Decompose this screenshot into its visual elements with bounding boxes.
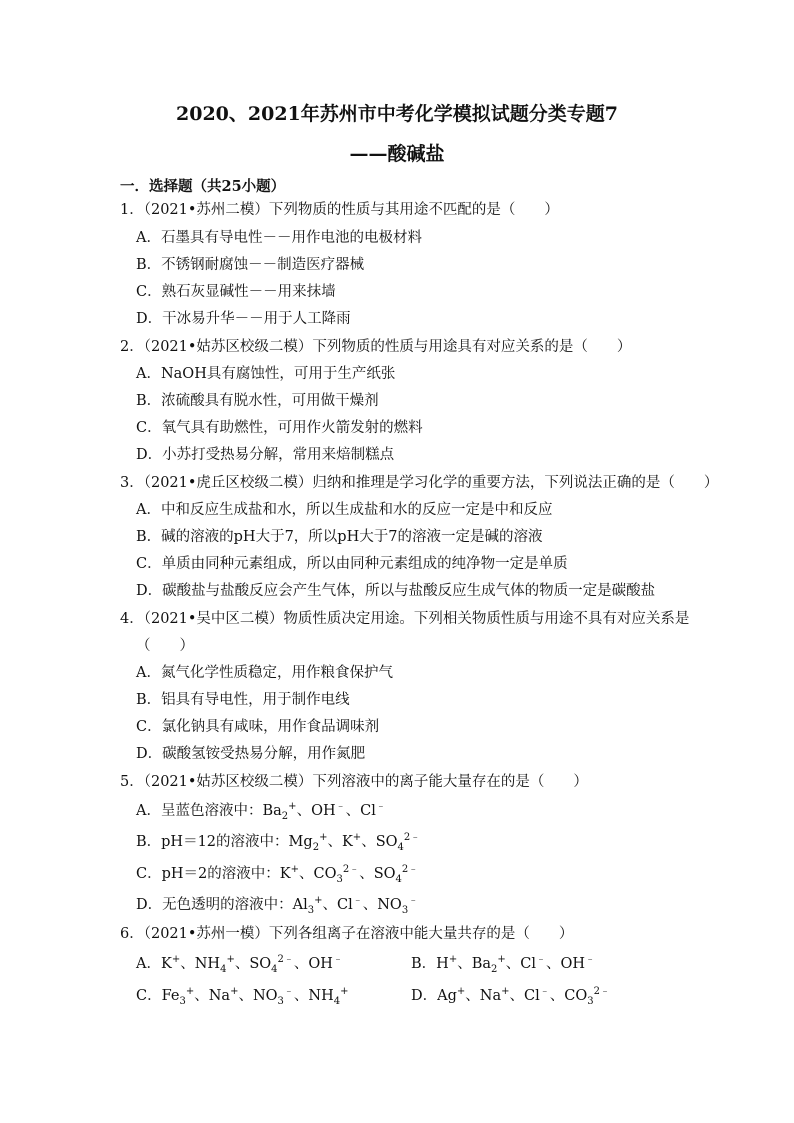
- question-4-stem: 4．（2021•吴中区二模）物质性质决定用途。下列相关物质性质与用途不具有对应关系是: [120, 611, 690, 627]
- question-5-option-c: C．pH＝2的溶液中：K+、$CO_3^{2﹣}$、$SO_4^{2﹣}$: [136, 864, 419, 885]
- question-3-stem: 3．（2021•虎丘区校级二模）归纳和推理是学习化学的重要方法，下列说法正确的是（ ）: [120, 475, 719, 491]
- question-4-stem-continued: （ ）: [136, 638, 194, 654]
- document-title: 2020、2021年苏州市中考化学模拟试题分类专题7: [176, 103, 618, 125]
- question-6-option-c: C．$Fe_3^+$、Na+、$NO_3^﹣$、$NH_4^+$: [136, 986, 349, 1007]
- question-3-option-d: D．碳酸盐与盐酸反应会产生气体，所以与盐酸反应生成气体的物质一定是碳酸盐: [136, 583, 656, 599]
- question-2-option-c: C．氧气具有助燃性，可用作火箭发射的燃料: [136, 420, 423, 436]
- document-subtitle: ——酸碱盐: [349, 143, 445, 165]
- question-3-option-b: B．碱的溶液的pH大于7，所以pH大于7的溶液一定是碱的溶液: [136, 529, 543, 545]
- question-6-option-d: D．Ag+、Na+、Cl﹣、$CO_3^{2﹣}$: [411, 986, 610, 1007]
- question-1-option-d: D．干冰易升华－－用于人工降雨: [136, 311, 351, 327]
- question-6-option-a: A．K+、$NH_4^+$、$SO_4^{2﹣}$、OH﹣: [136, 954, 343, 975]
- question-2-option-d: D．小苏打受热易分解，常用来焙制糕点: [136, 447, 395, 463]
- question-1-option-c: C．熟石灰显碱性－－用来抹墙: [136, 284, 336, 300]
- question-5-option-a: A．呈蓝色溶液中：$Ba_2^+$、OH﹣、Cl﹣: [136, 801, 386, 822]
- question-4-option-b: B．铝具有导电性，用于制作电线: [136, 692, 350, 708]
- question-2-option-a: A．NaOH具有腐蚀性，可用于生产纸张: [136, 366, 396, 382]
- question-3-option-c: C．单质由同种元素组成，所以由同种元素组成的纯净物一定是单质: [136, 556, 568, 572]
- section-heading: 一．选择题（共25小题）: [120, 178, 286, 195]
- question-2-option-b: B．浓硫酸具有脱水性，可用做干燥剂: [136, 393, 379, 409]
- question-6-option-b: B．H+、$Ba_2^+$、Cl﹣、OH﹣: [411, 954, 596, 975]
- question-3-option-a: A．中和反应生成盐和水，所以生成盐和水的反应一定是中和反应: [136, 502, 553, 518]
- question-1-option-a: A．石墨具有导电性－－用作电池的电极材料: [136, 230, 422, 246]
- question-6-stem: 6．（2021•苏州一模）下列各组离子在溶液中能大量共存的是（ ）: [120, 926, 574, 942]
- question-5-stem: 5．（2021•姑苏区校级二模）下列溶液中的离子能大量存在的是（ ）: [120, 774, 588, 790]
- question-4-option-c: C．氯化钠具有咸味，用作食品调味剂: [136, 719, 380, 735]
- question-2-stem: 2．（2021•姑苏区校级二模）下列物质的性质与用途具有对应关系的是（ ）: [120, 339, 632, 355]
- question-4-option-a: A．氮气化学性质稳定，用作粮食保护气: [136, 665, 393, 681]
- question-5-option-b: B．pH＝12的溶液中：$Mg_2^+$、K+、$SO_4^{2﹣}$: [136, 832, 421, 853]
- question-1-option-b: B．不锈钢耐腐蚀－－制造医疗器械: [136, 257, 365, 273]
- question-5-option-d: D．无色透明的溶液中：$Al_3^+$、Cl﹣、$NO_3^﹣$: [136, 895, 419, 916]
- question-4-option-d: D．碳酸氢铵受热易分解，用作氮肥: [136, 746, 366, 762]
- question-1-stem: 1．（2021•苏州二模）下列物质的性质与其用途不匹配的是（ ）: [120, 202, 559, 218]
